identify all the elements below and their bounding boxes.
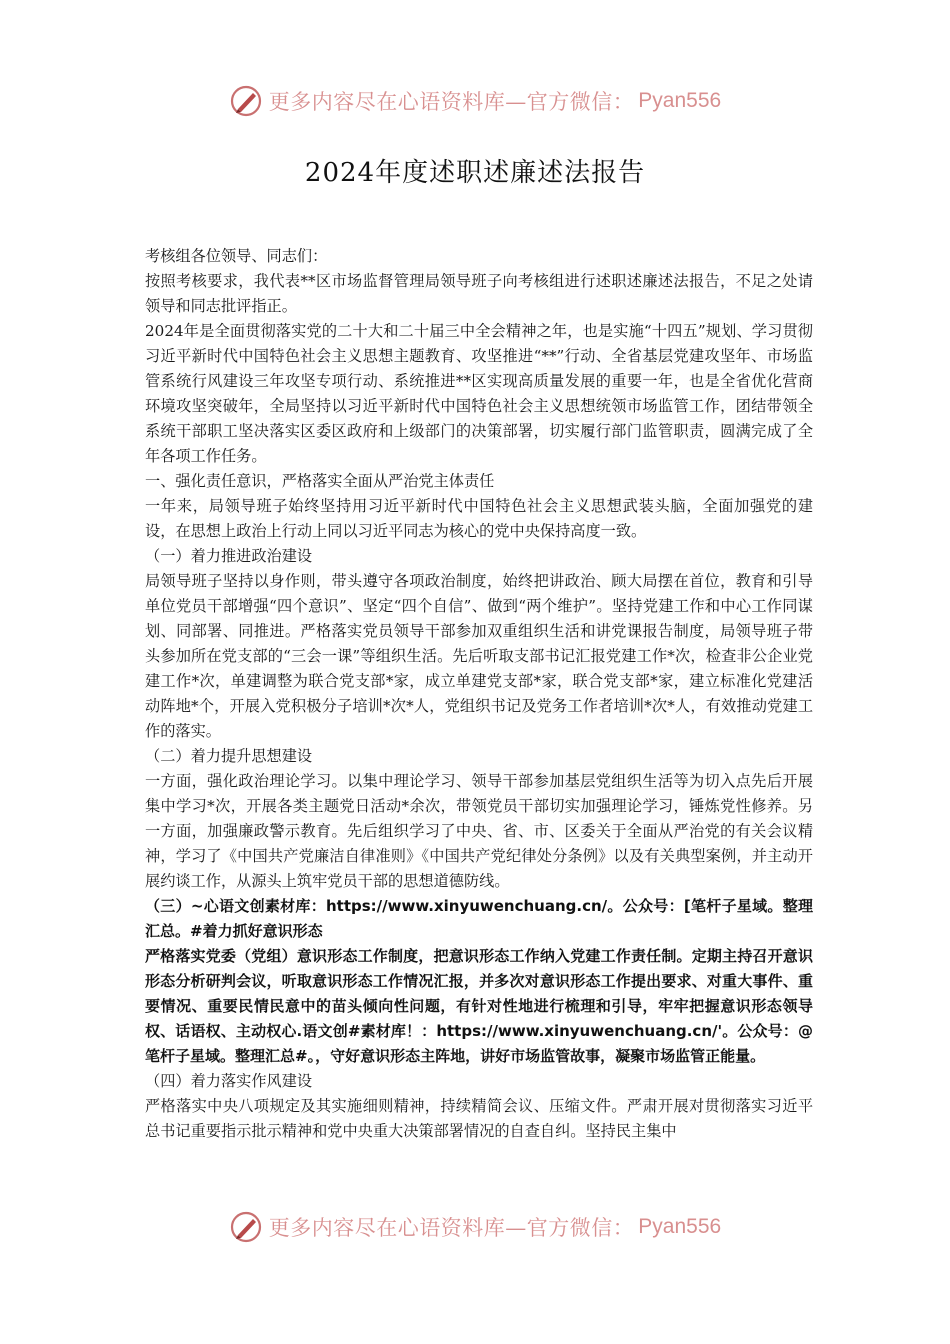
banner-text: 更多内容尽在心语资料库—官方微信：	[268, 1216, 635, 1240]
section-heading: 一、强化责任意识，严格落实全面从严治党主体责任	[145, 472, 495, 490]
paragraph: 一年来，局领导班子始终坚持用习近平新时代中国特色社会主义思想武装头脑，全面加强党的建设，在思想上政治上行动上同以习近平同志为核心的党中央保持高度一致。	[145, 497, 813, 540]
pen-logo-icon	[229, 84, 263, 118]
subsection-heading-bold: （三）~心语文创素材库：https://www.xinyuwenchuang.cn/。公众号：[笔杆子星域。整理汇总。#着力抓好意识形态	[145, 897, 813, 940]
subsection-heading: （一）着力推进政治建设	[145, 547, 313, 565]
banner-wechat-id: Pyan556	[638, 89, 722, 112]
subsection-heading: （二）着力提升思想建设	[145, 747, 313, 765]
banner-text: 更多内容尽在心语资料库—官方微信：	[268, 90, 635, 114]
document-title: 2024年度述职述廉述法报告	[304, 158, 646, 188]
paragraph: 局领导班子坚持以身作则，带头遵守各项政治制度，始终把讲政治、顾大局摆在首位，教育和引导单位党员干部增强“四个意识”、坚定“四个自信”、做到“两个维护”。坚持党建工作和中心工作同谋划、同部署、同推进。严格落实党员领导干部参加双重组织生活和讲党课报告制度，局领导班子带头参加所在党支部的“三会一课”等组织生活。先后听取支部书记汇报党建工作*次，检查非公企业党建工作*次，单建调整为联合党支部*家，成立单建党支部*家，联合党支部*家，建立标准化党建活动阵地*个，开展入党积极分子培训*次*人，党组织书记及党务工作者培训*次*人，有效推动党建工作的落实。	[145, 572, 813, 740]
banner-wechat-id: Pyan556	[638, 1215, 722, 1238]
paragraph: 考核组各位领导、同志们：	[145, 247, 328, 265]
paragraph: 2024年是全面贯彻落实党的二十大和二十届三中全会精神之年，也是实施“十四五”规划、学习贯彻习近平新时代中国特色社会主义思想主题教育、攻坚推进“**”行动、全省基层党建攻坚年、市场监管系统行风建设三年攻坚专项行动、系统推进**区实现高质量发展的重要一年，也是全省优化营商环境攻坚突破年，全局坚持以习近平新时代中国特色社会主义思想统领市场监管工作，团结带领全系统干部职工坚决落实区委区政府和上级部门的决策部署，切实履行部门监管职责，圆满完成了全年各项工作任务。	[145, 322, 813, 465]
document-body	[145, 244, 813, 1144]
header-banner	[0, 84, 950, 118]
pen-logo-icon	[229, 1210, 263, 1244]
paragraph-bold: 严格落实党委（党组）意识形态工作制度，把意识形态工作纳入党建工作责任制。定期主持召开意识形态分析研判会议，听取意识形态工作情况汇报，并多次对意识形态工作提出要求、对重大事件、重要情况、重要民情民意中的苗头倾向性问题，有针对性地进行梳理和引导，牢牢把握意识形态领导权、话语权、主动权心.语文创#素材库！：https://www.xinyuwenchuang.cn/'。公众号：@笔杆子星域。整理汇总#。，守好意识形态主阵地，讲好市场监管故事，凝聚市场监管正能量。	[145, 947, 813, 1065]
paragraph: 按照考核要求，我代表**区市场监督管理局领导班子向考核组进行述职述廉述法报告，不足之处请领导和同志批评指正。	[145, 272, 813, 315]
subsection-heading: （四）着力落实作风建设	[145, 1072, 313, 1090]
footer-banner	[0, 1210, 950, 1244]
paragraph: 严格落实中央八项规定及其实施细则精神，持续精简会议、压缩文件。严肃开展对贯彻落实习近平总书记重要指示批示精神和党中央重大决策部署情况的自查自纠。坚持民主集中	[145, 1097, 813, 1140]
paragraph: 一方面，强化政治理论学习。以集中理论学习、领导干部参加基层党组织生活等为切入点先后开展集中学习*次，开展各类主题党日活动*余次，带领党员干部切实加强理论学习，锤炼党性修养。另一方面，加强廉政警示教育。先后组织学习了中央、省、市、区委关于全面从严治党的有关会议精神，学习了《中国共产党廉洁自律准则》《中国共产党纪律处分条例》以及有关典型案例，并主动开展约谈工作，从源头上筑牢党员干部的思想道德防线。	[145, 772, 813, 890]
